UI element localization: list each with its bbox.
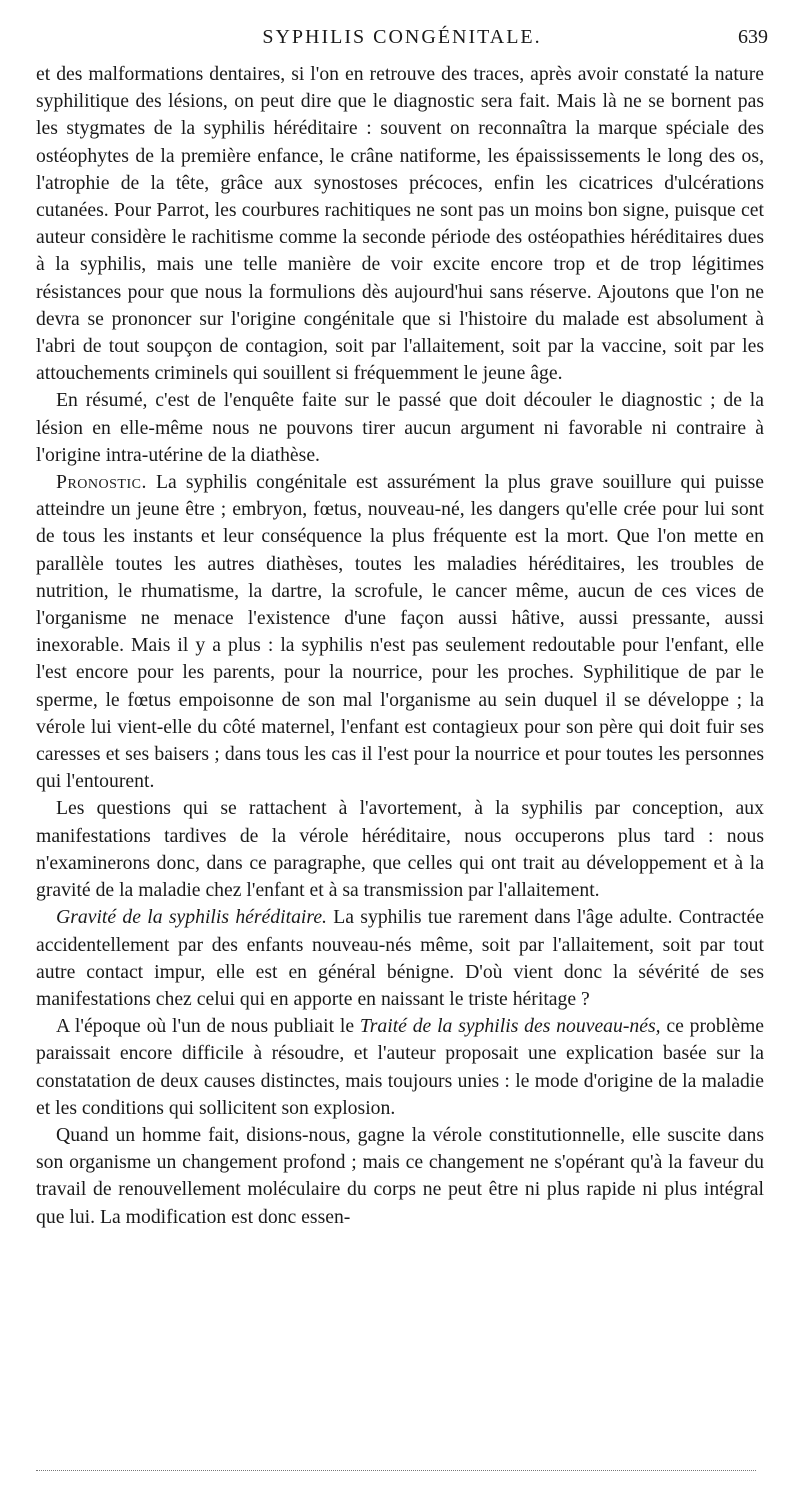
page-header — [36, 26, 768, 56]
paragraph-constitutional: Quand un homme fait, disions-nous, gagne la vérole constitutionnelle, elle suscite dans son organisme un changement profond ; mais ce changement ne s'opérant qu'à la faveur du travail de renouvellement moléculaire du corps ne peut être ni plus rapide ni plus intégral que lui. La modification est donc essen- — [36, 1123, 764, 1228]
body-text — [36, 61, 764, 1231]
book-title: Traité de la syphilis des nouveau-nés, — [359, 1015, 661, 1038]
paragraph-gravity-text: La syphilis tue rarement dans l'âge adulte. Contractée accidentellement par des enfants nouveau-nés même, soit par l'allaitement, soit par tout autre contact impur, elle est en général bénigne. D'où vient donc la sévérité de ses manifestations chez celui qui en apporte en naissant le triste héritage ? — [36, 906, 764, 1010]
paragraph-treatise-end: ce problème paraissait encore difficile à résoudre, et l'auteur proposait une explication basée sur la constatation de deux causes distinctes, mais toujours unies : le mode d'origine de la maladie et les conditions qui sollicitent son explosion. — [36, 1015, 765, 1119]
paragraph-treatise — [36, 1013, 764, 1122]
paragraph-summary: En résumé, c'est de l'enquête faite sur le passé que doit découler le diagnostic ; de la lésion en elle-même nous ne pouvons tirer aucun argument ni favorable ni contraire à l'origine intra-utérine de la diathèse. — [36, 389, 764, 466]
paragraph-prognosis — [36, 469, 764, 795]
section-heading-prognosis: Pronostic. — [56, 471, 147, 494]
page-number: 639 — [738, 26, 768, 48]
paragraph-treatise-start: A l'époque où l'un de nous publiait le — [56, 1015, 355, 1038]
paragraph-prognosis-text: La syphilis congénitale est assurément la plus grave souillure qui puisse atteindre un jeune être ; embryon, fœtus, nouveau-né, les dangers qu'elle crée pour lui sont de tous les instants et leur conséquence la plus fréquente est la mort. Que l'on mette en parallèle toutes les autres diathèses, toutes les maladies héréditaires, les troubles de nutrition, le rhumatisme, la dartre, la scrofule, le cancer même, aucun de ces vices de l'organisme ne menace l'existence d'une façon aussi hâtive, aussi pressante, aussi inexorable. Mais il y a plus : la syphilis n'est pas seulement redoutable pour l'enfant, elle l'est encore pour les parents, pour la nourrice, pour les proches. Syphilitique de par le sperme, le fœtus empoisonne de son mal l'organisme au sein duquel il se développe ; la vérole lui vient-elle du côté maternel, l'enfant est contagieux pour son père qui doit fuir ses caresses et ses baisers ; dans tous les cas il l'est pour la nourrice et pour toutes les personnes qui l'entourent. — [36, 471, 764, 793]
paragraph-gravity — [36, 904, 764, 1013]
paragraph-scope: Les questions qui se rattachent à l'avortement, à la syphilis par conception, aux manifestations tardives de la vérole héréditaire, nous occuperons plus tard : nous n'examinerons donc, dans ce paragraphe, que celles qui ont trait au développement et à la gravité de la maladie chez l'enfant et à sa transmission par l'allaitement. — [36, 797, 764, 902]
section-heading-gravity: Gravité de la syphilis héréditaire. — [56, 906, 327, 929]
footer-dotted-rule — [36, 1470, 756, 1471]
running-title: SYPHILIS CONGÉNITALE. — [262, 26, 542, 48]
paragraph-diagnostic-continued: et des malformations dentaires, si l'on en retrouve des traces, après avoir constaté la nature syphilitique des lésions, on peut dire que le diagnostic sera fait. Mais là ne se bornent pas les stygmates de la syphilis héréditaire : souvent on reconnaîtra la marque spéciale des ostéophytes de la première enfance, le crâne natiforme, les épaississements le long des os, l'atrophie de la tête, grâce aux synostoses précoces, enfin les cicatrices d'ulcérations cutanées. Pour Parrot, les courbures rachitiques ne sont pas un moins bon signe, puisque cet auteur considère le rachitisme comme la seconde période des ostéopathies héréditaires dues à la syphilis, mais une telle manière de voir excite encore trop et de trop légitimes résistances pour que nous la formulions dès aujourd'hui sans réserve. Ajoutons que l'on ne devra se prononcer sur l'origine congénitale que si l'histoire du malade est absolument à l'abri de tout soupçon de contagion, soit par l'allaitement, soit par la vaccine, soit par les attouchements criminels qui souillent si fréquemment le jeune âge. — [36, 63, 764, 385]
